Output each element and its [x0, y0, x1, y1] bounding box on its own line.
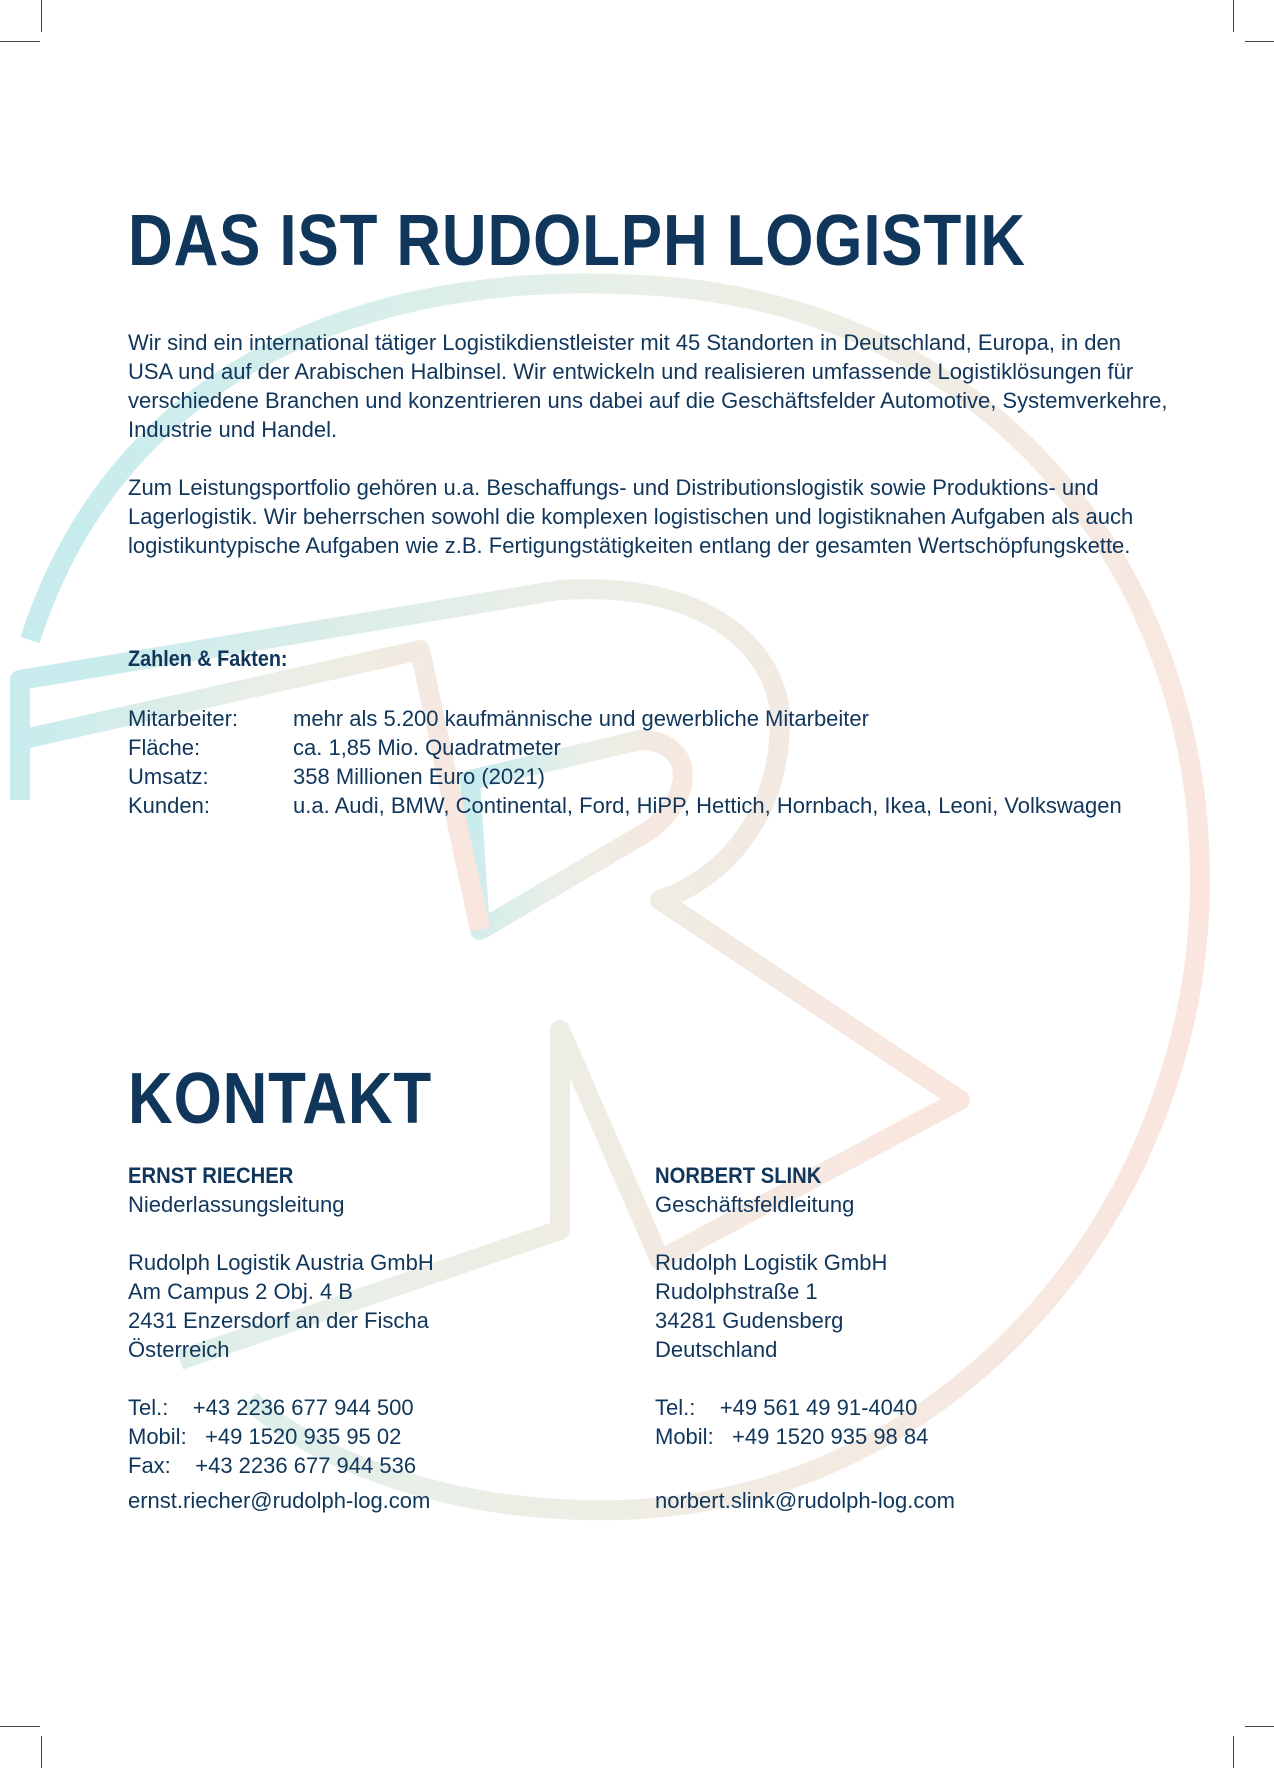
crop-mark: [1233, 0, 1234, 32]
fact-value: u.a. Audi, BMW, Continental, Ford, HiPP, Hettich, Hornbach, Ikea, Leoni, Volkswagen: [293, 793, 1122, 818]
phone-tel: Tel.: +43 2236 677 944 500: [128, 1395, 414, 1420]
address-company: Rudolph Logistik GmbH: [655, 1250, 888, 1275]
contact-name: NORBERT SLINK: [655, 1163, 822, 1188]
crop-mark: [1245, 41, 1274, 42]
contact-phones: [655, 1393, 1075, 1480]
fact-label: Fläche:: [128, 735, 201, 760]
crop-mark: [1245, 1726, 1274, 1727]
fact-row: [128, 791, 1168, 820]
fact-label: Kunden:: [128, 793, 210, 818]
contact-email-link[interactable]: norbert.slink@rudolph-log.com: [655, 1488, 955, 1513]
contact-phones: [128, 1393, 548, 1480]
phone-tel: Tel.: +49 561 49 91-4040: [655, 1395, 918, 1420]
fact-row: [128, 733, 1168, 762]
address-company: Rudolph Logistik Austria GmbH: [128, 1250, 434, 1275]
fact-row: [128, 762, 1168, 791]
facts-heading: Zahlen & Fakten:: [128, 646, 288, 671]
crop-mark: [0, 41, 40, 42]
fact-value: ca. 1,85 Mio. Quadratmeter: [293, 735, 561, 760]
page-title: DAS IST RUDOLPH LOGISTIK: [128, 201, 1026, 281]
fact-label: Umsatz:: [128, 764, 209, 789]
phone-spacer: [655, 1451, 1075, 1480]
fact-row: [128, 704, 1168, 733]
crop-mark: [0, 1726, 40, 1727]
address-street: Am Campus 2 Obj. 4 B: [128, 1279, 353, 1304]
phone-mobil: Mobil: +49 1520 935 95 02: [128, 1424, 402, 1449]
contact-card-slink: [655, 1161, 1075, 1515]
intro-paragraph: Zum Leistungsportfolio gehören u.a. Beschaffungs- und Distributionslogistik sowie Produktions- und Lagerlogistik. Wir beherrschen sowohl die komplexen logistischen und logistiknahen Aufgaben als auch logistikuntypische Aufgaben wie z.B. Fertigungstätigkeiten entlang der gesamten Wertschöpfungskette.: [128, 475, 1134, 558]
contact-role: Geschäftsfeldleitung: [655, 1192, 855, 1217]
crop-mark: [1233, 1736, 1234, 1768]
fact-value: 358 Millionen Euro (2021): [293, 764, 545, 789]
contact-role: Niederlassungsleitung: [128, 1192, 345, 1217]
address-city: 34281 Gudensberg: [655, 1308, 844, 1333]
fact-label: Mitarbeiter:: [128, 706, 239, 731]
phone-mobil: Mobil: +49 1520 935 98 84: [655, 1424, 929, 1449]
address-street: Rudolphstraße 1: [655, 1279, 818, 1304]
crop-mark: [41, 0, 42, 32]
address-country: Deutschland: [655, 1337, 778, 1362]
intro-paragraph: Wir sind ein international tätiger Logistikdienstleister mit 45 Standorten in Deutschland, Europa, in den USA und auf der Arabischen Halbinsel. Wir entwickeln und realisieren umfassende Logistiklösungen für verschiedene Branchen und konzentrieren uns dabei auf die Geschäftsfelder Automotive, Systemverkehre, Industrie und Handel.: [128, 330, 1168, 442]
address-country: Österreich: [128, 1337, 230, 1362]
contact-title: KONTAKT: [128, 1059, 433, 1139]
address-city: 2431 Enzersdorf an der Fischa: [128, 1308, 429, 1333]
contact-card-riecher: [128, 1161, 548, 1515]
contact-email-link[interactable]: ernst.riecher@rudolph-log.com: [128, 1488, 431, 1513]
contact-address: [655, 1248, 1075, 1364]
facts-table: [128, 704, 1168, 820]
intro-text: [128, 328, 1168, 589]
crop-mark: [41, 1736, 42, 1768]
contact-address: [128, 1248, 548, 1364]
phone-fax: Fax: +43 2236 677 944 536: [128, 1453, 417, 1478]
contact-name: ERNST RIECHER: [128, 1163, 294, 1188]
fact-value: mehr als 5.200 kaufmännische und gewerbliche Mitarbeiter: [293, 706, 869, 731]
